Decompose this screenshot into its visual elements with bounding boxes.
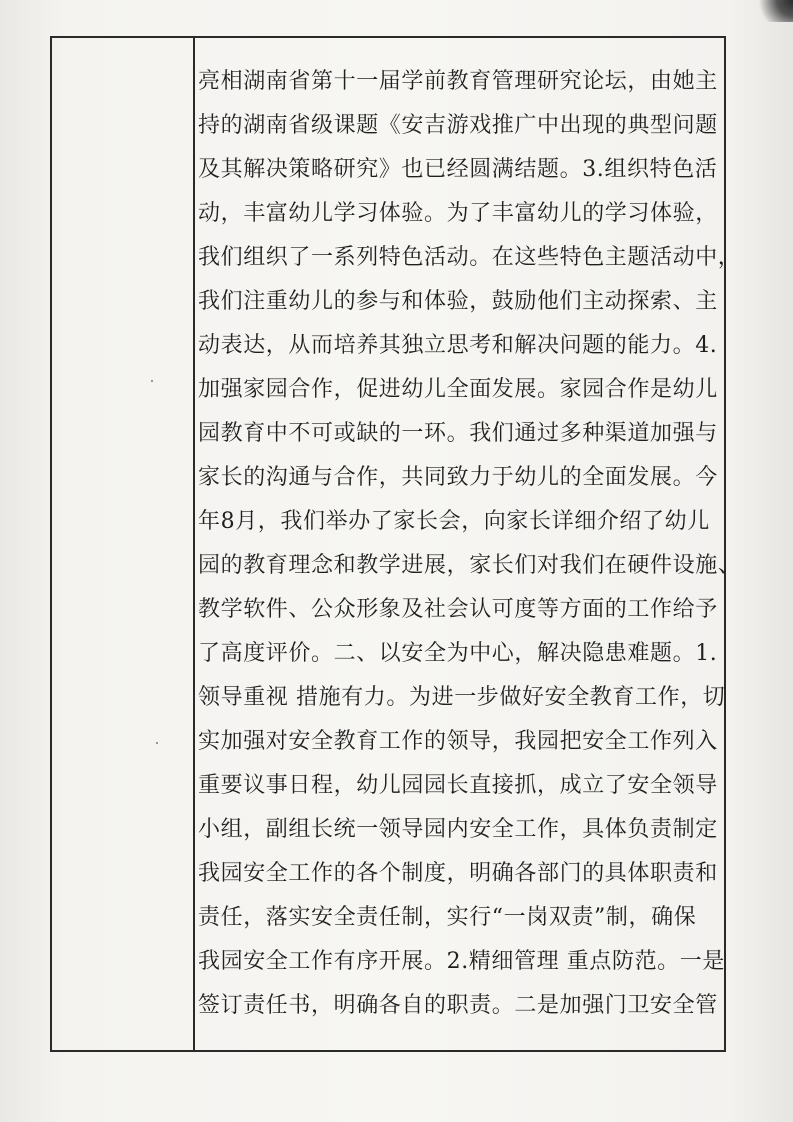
text-line: 家长的沟通与合作，共同致力于幼儿的全面发展。今 [198,465,718,490]
paper-speck [156,742,158,744]
text-line: 了高度评价。二、以安全为中心，解决隐患难题。1. [198,641,718,666]
text-line: 年8月，我们举办了家长会，向家长详细介绍了幼儿 [198,509,710,534]
page-corner-shadow [753,0,793,22]
text-line: 领导重视 措施有力。为进一步做好安全教育工作，切 [198,685,726,710]
text-line: 亮相湖南省第十一届学前教育管理研究论坛，由她主 [198,69,718,94]
text-line: 教学软件、公众形象及社会认可度等方面的工作给予 [198,597,718,622]
text-line: 重要议事日程，幼儿园园长直接抓，成立了安全领导 [198,773,718,798]
text-line: 持的湖南省级课题《安吉游戏推广中出现的典型问题 [198,113,718,138]
text-line: 园教育中不可或缺的一环。我们通过多种渠道加强与 [198,421,718,446]
text-line: 动，丰富幼儿学习体验。为了丰富幼儿的学习体验， [198,201,718,226]
column-divider [193,36,195,1052]
text-line: 签订责任书，明确各自的职责。二是加强门卫安全管 [198,993,718,1018]
text-line: 加强家园合作，促进幼儿全面发展。家园合作是幼儿 [198,377,718,402]
text-line: 责任，落实安全责任制，实行“一岗双责”制，确保 [198,905,697,930]
text-line: 小组，副组长统一领导园内安全工作，具体负责制定 [198,817,718,842]
table-label-cell [52,38,193,1050]
paper-speck [151,380,153,382]
text-line: 我园安全工作的各个制度，明确各部门的具体职责和 [198,861,718,886]
text-line: 动表达，从而培养其独立思考和解决问题的能力。4. [198,333,718,358]
text-line: 及其解决策略研究》也已经圆满结题。3.组织特色活 [198,157,718,182]
text-line: 实加强对安全教育工作的领导，我园把安全工作列入 [198,729,718,754]
text-line: 园的教育理念和教学进展，家长们对我们在硬件设施、 [198,553,741,578]
text-line: 我们组织了一系列特色活动。在这些特色主题活动中， [198,245,741,270]
table-content-cell [198,52,741,1042]
text-line: 我们注重幼儿的参与和体验，鼓励他们主动探索、主 [198,289,718,314]
text-line: 我园安全工作有序开展。2.精细管理 重点防范。一是 [198,949,725,974]
